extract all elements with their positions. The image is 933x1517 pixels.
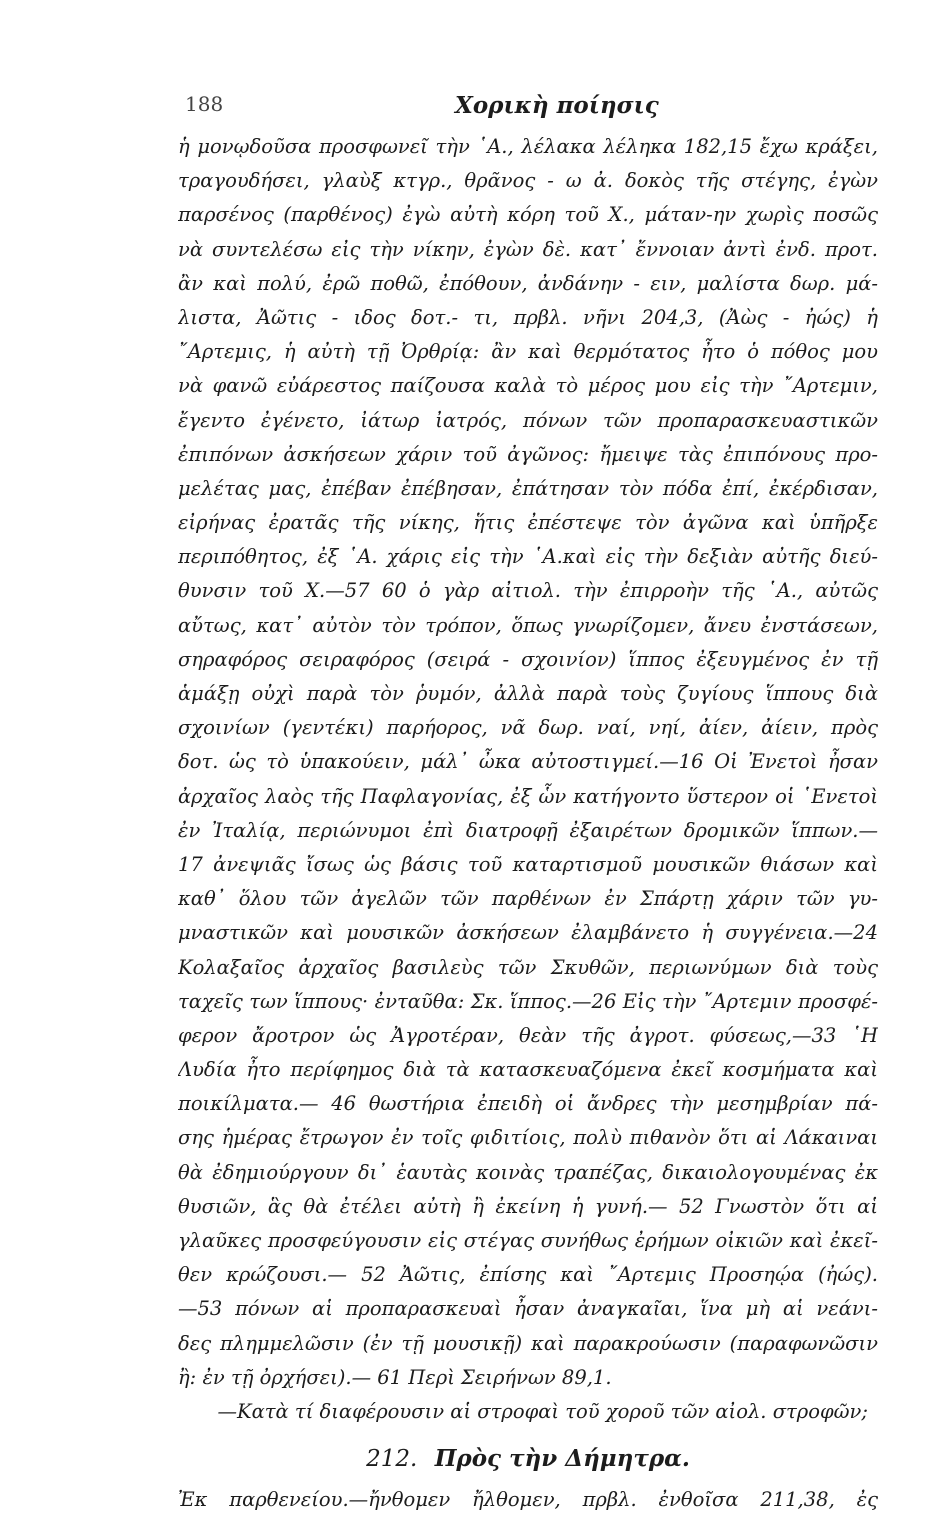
text-line: σης ἡμέρας ἔτρωγον ἐν τοῖς φιδιτίοις, πολὺ πιθανὸν ὅτι αἱ Λάκαιναι — [178, 1126, 878, 1150]
text-line: ἐπιπόνων ἀσκήσεων χάριν τοῦ ἀγῶνος: ἤμειψε τὰς ἐπιπόνους προ- — [178, 442, 878, 466]
section-title: Πρὸς τὴν Δήμητρα. — [434, 1445, 690, 1473]
text-line: εἰρήνας ἐρατᾶς τῆς νίκης, ἥτις ἐπέστεψε τὸν ἀγῶνα καὶ ὑπῆρξε — [178, 511, 878, 535]
text-line: —53 πόνων αἱ προπαρασκευαὶ ἦσαν ἀναγκαῖαι, ἵνα μὴ αἱ νεάνι- — [178, 1297, 878, 1321]
text-line: αὔτως, κατ᾿ αὐτὸν τὸν τρόπον, ὅπως γνωρίζομεν, ἄνευ ἐνστάσεων, — [178, 613, 878, 637]
text-line: ἀρχαῖος λαὸς τῆς Παφλαγονίας, ἐξ ὧν κατήγοντο ὕστερον οἱ ῾Ενετοὶ — [178, 784, 878, 808]
text-line: ἐν Ἰταλίᾳ, περιώνυμοι ἐπὶ διατροφῇ ἐξαιρέτων δρομικῶν ἵππων.— — [178, 818, 878, 842]
text-line: 17 ἀνεψιᾶς ἴσως ὡς βάσις τοῦ καταρτισμοῦ μουσικῶν θιάσων καὶ — [178, 852, 878, 876]
text-line: ἡ μονῳδοῦσα προσφωνεῖ τὴν ῾Α., λέλακα λέληκα 182,15 ἔχω κράξει, — [178, 135, 878, 158]
text-line: περιπόθητος, ἐξ ῾Α. χάρις εἰς τὴν ῾Α.καὶ εἰς τὴν δεξιὰν αὐτῆς διεύ- — [178, 545, 878, 569]
text-line: σχοινίων (γεντέκι) παρήορος, νᾶ δωρ. ναί, νηί, ἀίεν, ἀίειν, πρὸς — [178, 716, 878, 740]
text-line: Ἐκ παρθενείου.—ἤνθομεν ἤλθομεν, πρβλ. ἐνθοῖσα 211,38, ἐς — [178, 1488, 878, 1512]
text-line: θυνσιν τοῦ Χ.—57 60 ὁ γὰρ αἰτιολ. τὴν ἐπιρροὴν τῆς ῾Α., αὐτῶς — [178, 579, 878, 603]
text-line: τραγουδήσει, γλαὺξ κτγρ., θρᾶνος - ω ἀ. δοκὸς τῆς στέγης, ἐγὼν — [178, 169, 878, 193]
text-line: Λυδία ἦτο περίφημος διὰ τὰ κατασκευαζόμενα ἐκεῖ κοσμήματα καὶ — [178, 1058, 878, 1082]
text-line: θυσιῶν, ἃς θὰ ἐτέλει αὐτὴ ἢ ἐκείνη ἡ γυνή.— 52 Γνωστὸν ὅτι αἱ — [178, 1194, 878, 1218]
text-line: ποικίλματα.— 46 θωστήρια ἐπειδὴ οἱ ἄνδρες τὴν μεσημβρίαν πά- — [178, 1092, 878, 1116]
running-title: Χορικὴ ποίησις — [455, 92, 659, 119]
text-line: φερον ἄροτρον ὡς Ἀγροτέραν, θεὰν τῆς ἀγροτ. φύσεως,—33 ῾Η — [178, 1023, 878, 1047]
text-line: μελέτας μας, ἐπέβαν ἐπέβησαν, ἐπάτησαν τὸν πόδα ἐπί, ἐκέρδισαν, — [178, 476, 878, 500]
text-line: ἔγεντο ἐγένετο, ἰάτωρ ἰατρός, πόνων τῶν προπαρασκευαστικῶν — [178, 408, 878, 432]
text-line: θὰ ἐδημιούργουν δι᾿ ἑαυτὰς κοινὰς τραπέζας, δικαιολογουμένας ἐκ — [178, 1160, 878, 1184]
text-line: νὰ φανῶ εὐάρεστος παίζουσα καλὰ τὸ μέρος μου εἰς τὴν ῎Αρτεμιν, — [178, 374, 878, 398]
text-line: σηραφόρος σειραφόρος (σειρά - σχοινίον) ἵππος ἐξευγμένος ἐν τῇ — [178, 647, 878, 671]
text-line: ταχεῖς των ἵππους· ἐνταῦθα: Σκ. ἵππος.—26 Εἰς τὴν ῎Αρτεμιν προσφέ- — [178, 989, 878, 1013]
text-line: λιστα, Ἀῶτις - ιδος δοτ.- τι, πρβλ. νῆνι 204,3, (Ἀὼς - ἠώς) ἡ — [178, 305, 878, 329]
text-line: ἢ: ἐν τῇ ὀρχήσει).— 61 Περὶ Σειρήνων 89,1. — [178, 1365, 612, 1389]
text-line: ἂν καὶ πολύ, ἐρῶ ποθῶ, ἐπόθουν, ἀνδάνην - ειν, μαλίστα δωρ. μά- — [178, 271, 878, 295]
text-line: θεν κρώζουσι.— 52 Ἀῶτις, ἐπίσης καὶ ῎Αρτεμις Προσηῴα (ἠώς). — [178, 1263, 878, 1287]
text-line: γλαῦκες προσφεύγουσιν εἰς στέγας συνήθως ἐρήμων οἰκιῶν καὶ ἐκεῖ- — [178, 1229, 878, 1252]
page-header — [0, 92, 933, 128]
section-number: 212. — [366, 1446, 418, 1473]
text-line: καθ᾿ ὅλου τῶν ἀγελῶν τῶν παρθένων ἐν Σπάρτῃ χάριν τῶν γυ- — [178, 887, 878, 911]
page-number: 188 — [185, 92, 224, 116]
text-line: ῎Αρτεμις, ἡ αὐτὴ τῇ Ὀρθρίᾳ: ἂν καὶ θερμότατος ἦτο ὁ πόθος μου — [178, 340, 878, 364]
section-heading — [178, 1437, 878, 1481]
text-line: μναστικῶν καὶ μουσικῶν ἀσκήσεων ἐλαμβάνετο ἡ συγγένεια.—24 — [178, 921, 878, 945]
commentary-text — [178, 130, 878, 1517]
question-line: —Κατὰ τί διαφέρουσιν αἱ στροφαὶ τοῦ χοροῦ τῶν αἰολ. στροφῶν; — [217, 1399, 868, 1423]
text-line: νὰ συντελέσω εἰς τὴν νίκην, ἐγὼν δὲ. κατ᾿ ἔννοιαν ἀντὶ ἐνδ. προτ. — [178, 237, 878, 261]
text-line: δες πλημμελῶσιν (ἐν τῇ μουσικῇ) καὶ παρακρούωσιν (παραφωνῶσιν — [178, 1331, 878, 1355]
text-line: ἁμάξῃ οὐχὶ παρὰ τὸν ῥυμόν, ἀλλὰ παρὰ τοὺς ζυγίους ἵππους διὰ — [178, 682, 878, 705]
text-line: παρσένος (παρθένος) ἐγὼ αὐτὴ κόρη τοῦ Χ., μάταν-ην χωρὶς ποσῶς — [178, 203, 878, 227]
text-line: Κολαξαῖος ἀρχαῖος βασιλεὺς τῶν Σκυθῶν, περιωνύμων διὰ τοὺς — [178, 955, 878, 979]
text-line: δοτ. ὡς τὸ ὑπακούειν, μάλ᾿ ὦκα αὐτοστιγμεί.—16 Οἱ Ἐνετοὶ ἦσαν — [178, 750, 878, 774]
